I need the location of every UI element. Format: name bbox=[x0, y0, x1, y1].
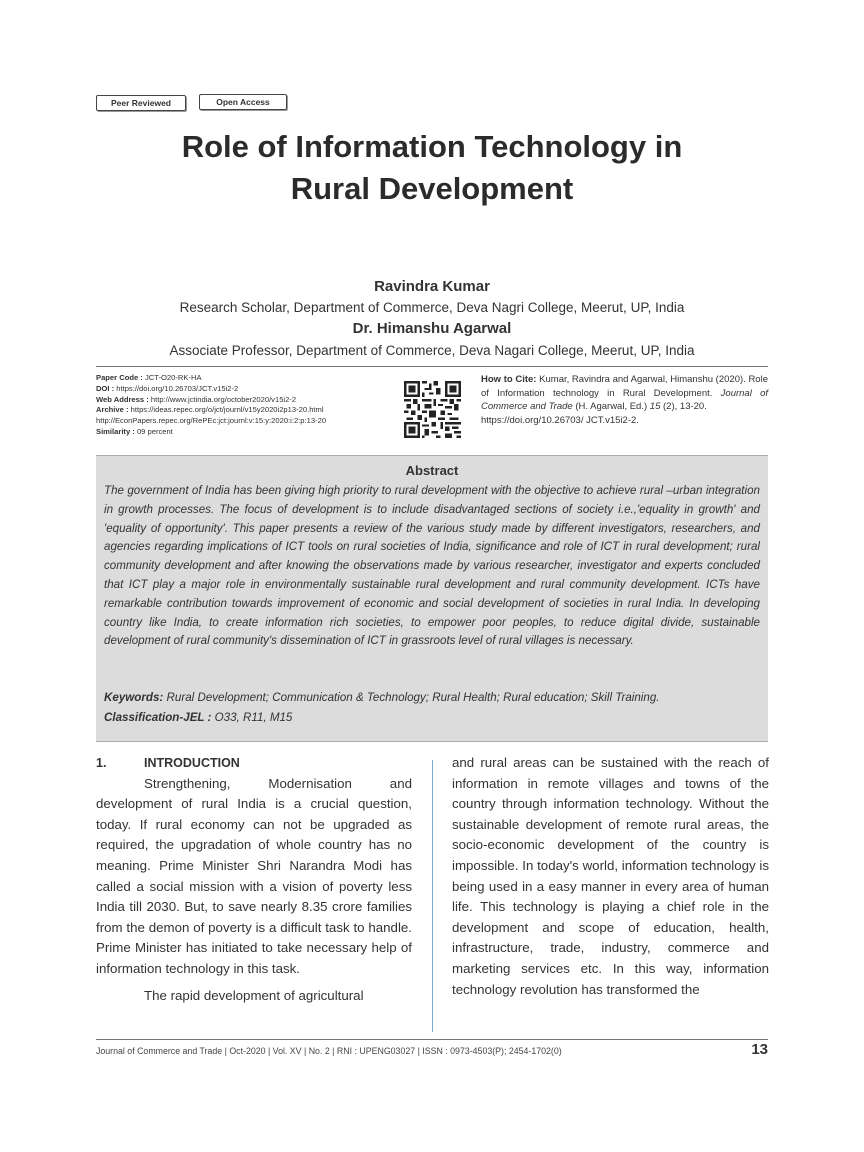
jel-line bbox=[104, 711, 760, 724]
author-1-affiliation: Research Scholar, Department of Commerce, Deva Nagri College, Meerut, UP, India bbox=[179, 300, 685, 315]
cite-volume: 15 bbox=[649, 401, 661, 412]
section-heading bbox=[96, 753, 412, 774]
keywords-label: Keywords: bbox=[104, 691, 164, 704]
archive-label: Archive : bbox=[96, 405, 129, 415]
header-divider bbox=[96, 366, 768, 367]
footer-divider bbox=[96, 1039, 768, 1040]
keywords-value: Rural Development; Communication & Technology; Rural Health; Rural education; Skill Training. bbox=[166, 691, 660, 704]
column-divider bbox=[432, 760, 433, 1032]
jel-value: O33, R11, M15 bbox=[214, 711, 293, 724]
intro-paragraph-continued: and rural areas can be sustained with the reach of information in remote villages and towns of the country through information technology. Without the sustainable development of remote rural areas, the socio-economic development of the country is impossible. In today's world, information technology is being used in a easy manner in every area of human life. This technology is playing a chief role in the development and scope of education, health, infrastructure, trade, industry, commerce and marketing services etc. In this way, information technology revolution has transformed the bbox=[452, 755, 769, 997]
cite-text-3: (2), 13-20. bbox=[663, 401, 707, 412]
jel-label: Classification-JEL : bbox=[104, 711, 212, 724]
author-2-affiliation: Associate Professor, Department of Commerce, Deva Nagari College, Meerut, UP, India bbox=[169, 343, 695, 358]
qr-code-icon bbox=[404, 381, 461, 438]
similarity-label: Similarity : bbox=[96, 426, 135, 436]
journal-footer: Journal of Commerce and Trade | Oct-2020 | Vol. XV | No. 2 | RNI : UPENG03027 | ISSN : 0973-4503(P); 2454-1702(0) bbox=[96, 1046, 562, 1056]
page-number: 13 bbox=[751, 1041, 768, 1058]
body-column-right bbox=[452, 753, 769, 1000]
archive-link[interactable]: https://ideas.repec.org/o/jct/journl/v15y2020i2p13-20.html bbox=[130, 405, 324, 415]
intro-paragraph-2: The rapid development of agricultural bbox=[144, 987, 364, 1003]
title-line-2: Rural Development bbox=[290, 171, 574, 206]
peer-reviewed-badge: Peer Reviewed bbox=[96, 95, 186, 111]
paper-title bbox=[100, 126, 764, 210]
body-column-left bbox=[96, 753, 412, 1006]
abstract-heading: Abstract bbox=[405, 463, 459, 478]
cite-doi-link[interactable]: https://doi.org/10.26703/ JCT.v15i2-2. bbox=[481, 414, 639, 426]
web-address-label: Web Address : bbox=[96, 394, 149, 404]
keywords-line bbox=[104, 691, 760, 704]
title-line-1: Role of Information Technology in bbox=[181, 129, 683, 164]
doi-link[interactable]: https://doi.org/10.26703/JCT.v15i2-2 bbox=[116, 383, 239, 393]
paper-metadata bbox=[96, 373, 396, 438]
cite-journal: Journal of Commerce and Trade bbox=[481, 387, 768, 412]
similarity-value: 09 percent bbox=[136, 426, 173, 436]
cite-text-1: Kumar, Ravindra and Agarwal, Himanshu (2020). Role of Information technology in Rural Development. bbox=[481, 374, 768, 399]
abstract-text: The government of India has been giving high priority to rural development with the objective to achieve rural –urban integration in growth processes. The focus of development is to include disadvantaged sections of society i.e.,'equality in growth' and 'equality of opportunity'. This paper presents a review of the various study made by different investigators, researchers, and agencies regarding implications of ICT tools on rural societies of India, significance and role of ICT in rural development; rural community development and after knowing the observations made by various researcher, investigator and experts concluded that ICT play a major role in environmentally sustainable rural development and rural community development. ICTs have remarkable contribution towards improvement of economic and social development of societies in rural India. In developing country like India, to create information rich societies, to empower poor peoples, to reduce digital divide, sustainable development of rural community's dissemination of ICT in grassroots level of rural villages is necessary. bbox=[104, 484, 760, 648]
author-1-name: Ravindra Kumar bbox=[374, 278, 490, 295]
open-access-badge: Open Access bbox=[199, 94, 287, 110]
intro-paragraph-1: Strengthening, Modernisation and development of rural India is a crucial question, today. If rural economy can not be upgraded as required, the upgradation of whole country has no meaning. Prime Minister Shri Narandra Modi has called a social mission with a vision of poverty less India till 2030. But, to save nearly 8.35 crore families from the demon of poverty is a difficult task to handle. Prime Minister has initiated to take necessary help of information technology in this task. bbox=[96, 775, 412, 976]
section-number: 1. bbox=[96, 756, 107, 770]
web-address-link[interactable]: http://www.jctindia.org/october2020/v15i2-2 bbox=[150, 394, 297, 404]
section-title: INTRODUCTION bbox=[144, 756, 240, 770]
doi-label: DOI : bbox=[96, 383, 115, 393]
econpapers-link[interactable]: http://EconPapers.repec.org/RePEc:jct:journl:v:15:y:2020:i:2:p:13-20 bbox=[96, 416, 327, 426]
paper-code-label: Paper Code : bbox=[96, 373, 143, 382]
how-to-cite bbox=[481, 373, 768, 427]
paper-code: JCT-O20-RK-HA bbox=[144, 373, 202, 382]
cite-label: How to Cite: bbox=[481, 374, 537, 385]
author-2-name: Dr. Himanshu Agarwal bbox=[352, 320, 512, 337]
cite-text-2: (H. Agarwal, Ed.) bbox=[575, 401, 648, 412]
